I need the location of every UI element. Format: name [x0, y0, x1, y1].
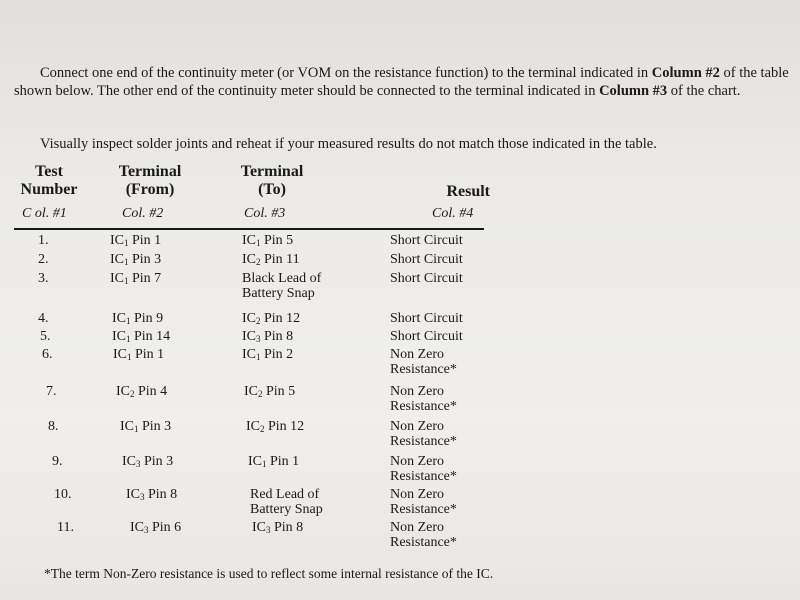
- row-6-terminal-from: $IC_1$ Pin 1: [113, 347, 165, 362]
- row-4-result: Short Circuit: [390, 311, 463, 326]
- row-10-test-number: 10.: [54, 487, 72, 502]
- row-7-test-number: 7.: [46, 384, 57, 399]
- row-9-test-number: 9.: [52, 454, 63, 469]
- row-3-result: Short Circuit: [390, 271, 463, 286]
- row-1-terminal-to: $IC_1$ Pin 5: [242, 233, 294, 248]
- row-11-terminal-to: $IC_3$ Pin 8: [252, 520, 304, 535]
- row-11-result: Non Zero Resistance*: [390, 520, 457, 550]
- row-8-terminal-to: $IC_2$ Pin 12: [246, 419, 305, 434]
- row-8-result: Non Zero Resistance*: [390, 419, 457, 449]
- header-rule: [14, 228, 484, 230]
- header-result: Result: [446, 183, 490, 200]
- row-2-terminal-from: $IC_1$ Pin 3: [110, 252, 162, 267]
- row-5-result: Short Circuit: [390, 329, 463, 344]
- row-5-terminal-from: $IC_1$ Pin 14: [112, 329, 171, 344]
- row-4-terminal-from: $IC_1$ Pin 9: [112, 311, 164, 326]
- row-11-test-number: 11.: [57, 520, 74, 535]
- instruction-text-2: of the table shown below. The other end of the continuity meter should be connected to the terminal indicated in: [14, 65, 789, 99]
- row-10-terminal-to: Red Lead of Battery Snap: [250, 487, 323, 517]
- row-11-terminal-from: $IC_3$ Pin 6: [130, 520, 182, 535]
- row-3-terminal-to: Black Lead of Battery Snap: [242, 271, 322, 301]
- row-9-terminal-to: $IC_1$ Pin 1: [248, 454, 300, 469]
- instruction-text-1: Connect one end of the continuity meter (or VOM on the resistance function) to the terminal indicated in: [40, 65, 652, 81]
- row-2-test-number: 2.: [38, 252, 49, 267]
- header-test-number: Test Number: [20, 163, 78, 198]
- header-terminal-to: Terminal (To): [240, 163, 304, 198]
- row-10-terminal-from: $IC_3$ Pin 8: [126, 487, 178, 502]
- col-ref-2: Col. #2: [122, 206, 164, 221]
- row-2-terminal-to: $IC_2$ Pin 11: [242, 252, 300, 267]
- column-2-ref: Column #2: [651, 65, 720, 81]
- row-1-result: Short Circuit: [390, 233, 463, 248]
- instruction-text-3: of the chart.: [667, 83, 741, 99]
- row-6-terminal-to: $IC_1$ Pin 2: [242, 347, 294, 362]
- row-6-test-number: 6.: [42, 347, 53, 362]
- row-5-test-number: 5.: [40, 329, 51, 344]
- row-9-result: Non Zero Resistance*: [390, 454, 457, 484]
- footnote: *The term Non-Zero resistance is used to reflect some internal resistance of the IC.: [44, 566, 494, 581]
- row-6-result: Non Zero Resistance*: [390, 347, 457, 377]
- col-ref-1: C ol. #1: [22, 206, 67, 221]
- column-3-ref: Column #3: [599, 83, 668, 99]
- row-1-terminal-from: $IC_1$ Pin 1: [110, 233, 162, 248]
- row-3-test-number: 3.: [38, 271, 49, 286]
- row-7-terminal-from: $IC_2$ Pin 4: [116, 384, 168, 399]
- row-1-test-number: 1.: [38, 233, 49, 248]
- row-7-result: Non Zero Resistance*: [390, 384, 457, 414]
- row-9-terminal-from: $IC_3$ Pin 3: [122, 454, 174, 469]
- row-4-terminal-to: $IC_2$ Pin 12: [242, 311, 301, 326]
- inspect-paragraph: Visually inspect solder joints and reheat if your measured results do not match those indicated in the table.: [40, 136, 657, 152]
- row-10-result: Non Zero Resistance*: [390, 487, 457, 517]
- row-3-terminal-from: $IC_1$ Pin 7: [110, 271, 162, 286]
- row-2-result: Short Circuit: [390, 252, 463, 267]
- instruction-paragraph: [14, 64, 789, 100]
- row-4-test-number: 4.: [38, 311, 49, 326]
- header-terminal-from: Terminal (From): [118, 163, 182, 198]
- row-5-terminal-to: $IC_3$ Pin 8: [242, 329, 294, 344]
- row-8-terminal-from: $IC_1$ Pin 3: [120, 419, 172, 434]
- col-ref-3: Col. #3: [244, 206, 286, 221]
- col-ref-4: Col. #4: [432, 206, 474, 221]
- row-7-terminal-to: $IC_2$ Pin 5: [244, 384, 296, 399]
- row-8-test-number: 8.: [48, 419, 59, 434]
